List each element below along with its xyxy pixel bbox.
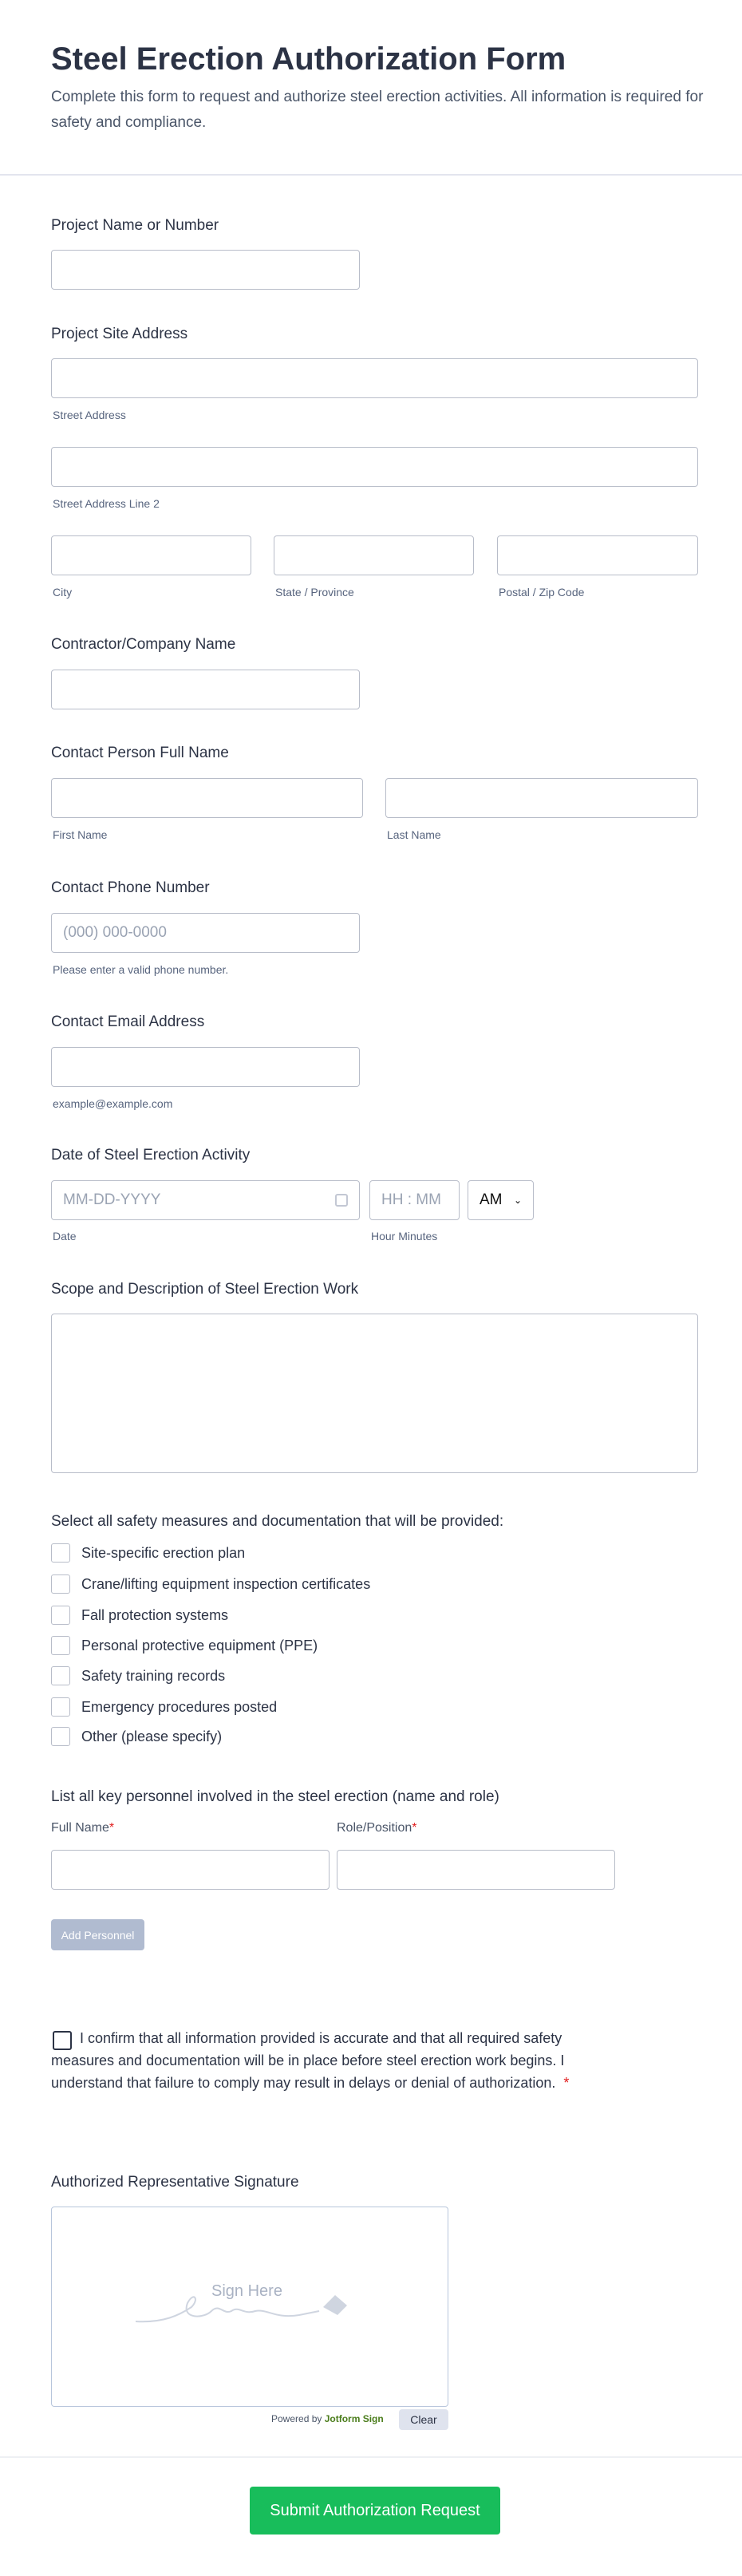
email-helper: example@example.com bbox=[53, 1097, 173, 1110]
option-label: Personal protective equipment (PPE) bbox=[81, 1637, 318, 1653]
form-title: Steel Erection Authorization Form bbox=[51, 41, 566, 77]
time-input[interactable] bbox=[369, 1180, 460, 1220]
date-input[interactable] bbox=[51, 1180, 360, 1220]
option-label: Crane/lifting equipment inspection certificates bbox=[81, 1575, 371, 1592]
last-name-sublabel: Last Name bbox=[387, 828, 441, 841]
chevron-down-icon: ⌄ bbox=[513, 1195, 522, 1206]
personnel-role-input[interactable] bbox=[337, 1850, 615, 1890]
first-name-input[interactable] bbox=[51, 778, 363, 818]
option-label: Other (please specify) bbox=[81, 1728, 223, 1744]
safety-option[interactable] bbox=[51, 1697, 277, 1717]
option-label: Emergency procedures posted bbox=[81, 1698, 278, 1715]
time-sublabel: Hour Minutes bbox=[371, 1230, 438, 1243]
signature-label: Authorized Representative Signature bbox=[51, 2174, 299, 2191]
sign-here-placeholder: Sign Here bbox=[211, 2282, 282, 2300]
safety-label: Select all safety measures and documentation that will be provided: bbox=[51, 1513, 504, 1530]
phone-input[interactable] bbox=[51, 913, 360, 953]
full-name-column-label: Full Name* bbox=[51, 1821, 115, 1835]
street2-input[interactable] bbox=[51, 447, 698, 487]
safety-option[interactable] bbox=[51, 1574, 370, 1594]
scope-textarea[interactable] bbox=[51, 1314, 698, 1473]
safety-option[interactable] bbox=[51, 1666, 225, 1685]
checkbox[interactable] bbox=[51, 1574, 70, 1594]
contractor-label: Contractor/Company Name bbox=[51, 636, 236, 653]
clear-signature-button[interactable]: Clear bbox=[399, 2409, 448, 2430]
zip-sublabel: Postal / Zip Code bbox=[499, 586, 585, 599]
street-input[interactable] bbox=[51, 358, 698, 398]
city-sublabel: City bbox=[53, 586, 73, 599]
phone-placeholder: (000) 000-0000 bbox=[63, 924, 167, 941]
email-label: Contact Email Address bbox=[51, 1013, 205, 1030]
powered-by: Powered by Jotform Sign bbox=[271, 2413, 384, 2424]
checkbox[interactable] bbox=[51, 1666, 70, 1685]
safety-option[interactable] bbox=[51, 1636, 318, 1655]
contractor-input[interactable] bbox=[51, 670, 360, 709]
date-placeholder: MM-DD-YYYY bbox=[63, 1191, 161, 1208]
zip-input[interactable] bbox=[497, 535, 698, 575]
option-label: Fall protection systems bbox=[81, 1606, 229, 1623]
phone-label: Contact Phone Number bbox=[51, 879, 210, 896]
safety-option[interactable] bbox=[51, 1727, 222, 1746]
street-sublabel: Street Address bbox=[53, 409, 126, 421]
add-personnel-button[interactable]: Add Personnel bbox=[51, 1919, 144, 1950]
option-label: Safety training records bbox=[81, 1667, 226, 1684]
submit-button[interactable]: Submit Authorization Request bbox=[250, 2487, 500, 2535]
email-input[interactable] bbox=[51, 1047, 360, 1087]
checkbox[interactable] bbox=[51, 1697, 70, 1717]
safety-option[interactable] bbox=[51, 1606, 228, 1625]
safety-option[interactable] bbox=[51, 1543, 245, 1563]
checkbox[interactable] bbox=[51, 1606, 70, 1625]
street2-sublabel: Street Address Line 2 bbox=[53, 497, 160, 510]
personnel-label: List all key personnel involved in the steel erection (name and role) bbox=[51, 1788, 499, 1805]
role-column-label: Role/Position* bbox=[337, 1821, 417, 1835]
scope-label: Scope and Description of Steel Erection Work bbox=[51, 1281, 359, 1298]
first-name-sublabel: First Name bbox=[53, 828, 108, 841]
project-name-label: Project Name or Number bbox=[51, 217, 219, 234]
state-sublabel: State / Province bbox=[275, 586, 354, 599]
header-divider bbox=[0, 174, 742, 176]
last-name-input[interactable] bbox=[385, 778, 698, 818]
project-name-input[interactable] bbox=[51, 250, 360, 290]
ampm-select[interactable] bbox=[468, 1180, 534, 1220]
state-input[interactable] bbox=[274, 535, 474, 575]
checkbox[interactable] bbox=[51, 1543, 70, 1563]
address-label: Project Site Address bbox=[51, 326, 188, 342]
personnel-name-input[interactable] bbox=[51, 1850, 330, 1890]
signature-pad[interactable] bbox=[51, 2207, 448, 2407]
ampm-value: AM bbox=[480, 1191, 503, 1208]
footer-divider bbox=[0, 2456, 742, 2458]
time-placeholder: HH : MM bbox=[381, 1191, 441, 1208]
city-input[interactable] bbox=[51, 535, 251, 575]
confirm-text: I confirm that all information provided is accurate and that all required safety measures and documentation will be in place before steel erection work begins. I understand that failure to comply may result in delays or denial of authorization. * bbox=[51, 2030, 570, 2091]
option-label: Site-specific erection plan bbox=[81, 1544, 246, 1561]
checkbox[interactable] bbox=[51, 1636, 70, 1655]
signature-squiggle-icon bbox=[132, 2283, 355, 2331]
calendar-icon[interactable] bbox=[335, 1194, 348, 1207]
jotform-sign-link[interactable]: Jotform Sign bbox=[324, 2413, 384, 2424]
date-label: Date of Steel Erection Activity bbox=[51, 1147, 251, 1164]
phone-helper: Please enter a valid phone number. bbox=[53, 963, 229, 976]
form-subtitle: Complete this form to request and authorize steel erection activities. All information is required for safety and compliance. bbox=[51, 89, 704, 131]
contact-label: Contact Person Full Name bbox=[51, 745, 229, 761]
checkbox[interactable] bbox=[51, 1727, 70, 1746]
date-sublabel: Date bbox=[53, 1230, 77, 1243]
